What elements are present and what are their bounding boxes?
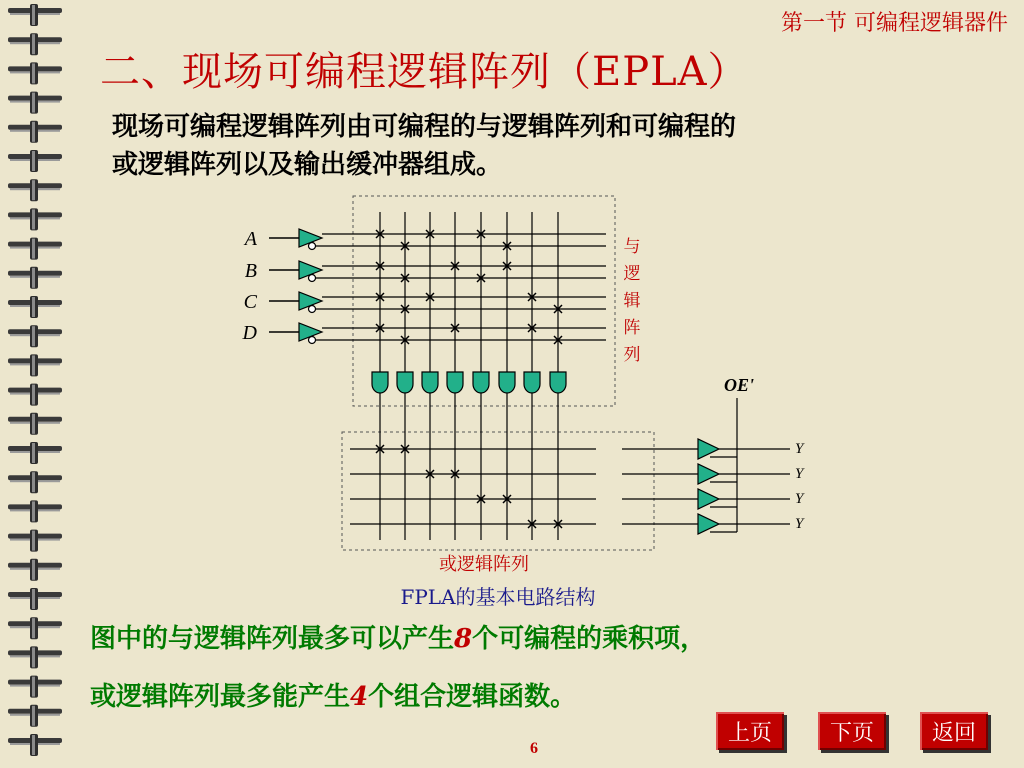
page-title: 二、现场可编程逻辑阵列（EPLA）	[100, 49, 749, 95]
or-array-box	[342, 432, 654, 550]
prev-page-button[interactable]: 上页	[716, 712, 784, 750]
and-gate	[422, 372, 438, 393]
output-label: Y	[795, 491, 804, 507]
product-term-count: 8	[454, 624, 473, 654]
inverter-bubble	[309, 275, 316, 282]
output-buffer	[698, 489, 719, 509]
intro-line-1: 现场可编程逻辑阵列由可编程的与逻辑阵列和可编程的	[112, 112, 737, 142]
input-label: B	[244, 260, 257, 282]
input-label: D	[242, 322, 257, 344]
summary-line-1-text-a: 图中的与逻辑阵列最多可以产生	[90, 624, 455, 654]
function-count: 4	[350, 682, 369, 712]
chapter-label: 第一节 可编程逻辑器件	[781, 11, 1008, 36]
and-array-label: 阵	[623, 318, 641, 338]
and-gate	[473, 372, 489, 393]
and-gate	[372, 372, 388, 393]
page-number: 6	[530, 740, 538, 757]
inverter-bubble	[309, 337, 316, 344]
summary-line-2-text-b: 个组合逻辑函数。	[368, 682, 577, 712]
and-array-label: 辑	[623, 291, 641, 311]
input-label: A	[244, 228, 257, 250]
output-buffer	[698, 439, 719, 459]
and-gate	[499, 372, 515, 393]
oe-label: OE'	[724, 375, 755, 395]
summary-line-1-text-b: 个可编程的乘积项，	[472, 624, 707, 654]
summary-line-2-text-a: 或逻辑阵列最多能产生	[90, 682, 351, 712]
back-button[interactable]: 返回	[920, 712, 988, 750]
and-gate	[524, 372, 540, 393]
and-array-label: 与	[623, 237, 641, 257]
output-label: Y	[795, 466, 804, 482]
output-label: Y	[795, 441, 804, 457]
or-array-label: 或逻辑阵列	[439, 554, 529, 575]
and-gate	[447, 372, 463, 393]
and-array-label: 逻	[623, 264, 641, 284]
input-label: C	[243, 291, 257, 313]
and-gate	[550, 372, 566, 393]
output-buffer	[698, 514, 719, 534]
and-gate	[397, 372, 413, 393]
next-page-button[interactable]: 下页	[818, 712, 886, 750]
output-label: Y	[795, 516, 804, 532]
summary-line-2	[90, 676, 576, 713]
inverter-bubble	[309, 306, 316, 313]
and-array-label: 列	[623, 345, 641, 365]
summary-line-1	[90, 618, 706, 655]
diagram-caption: FPLA的基本电路结构	[400, 585, 596, 609]
output-buffer	[698, 464, 719, 484]
inverter-bubble	[309, 243, 316, 250]
intro-line-2: 或逻辑阵列以及输出缓冲器组成。	[112, 150, 503, 180]
